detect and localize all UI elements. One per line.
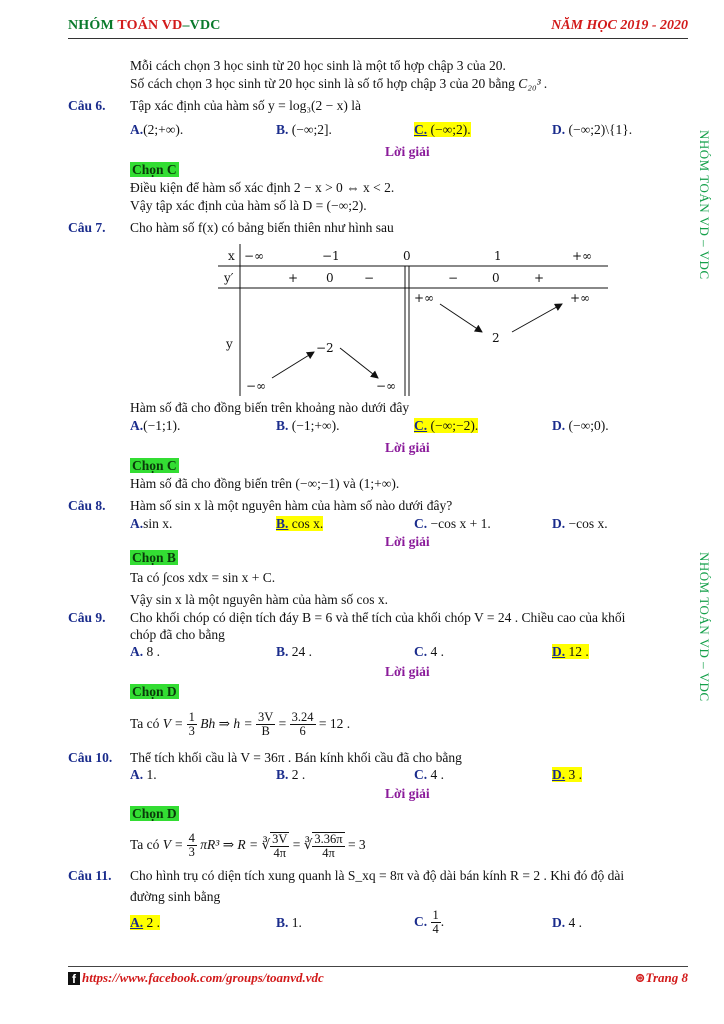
q7-option-c[interactable]: C. (−∞;−2). xyxy=(414,418,479,433)
q8-option-c[interactable]: C. −cos x + 1. xyxy=(414,516,491,531)
page-number: ⊛Trang 8 xyxy=(634,970,688,985)
side-watermark-top: NHÓM TOÁN VD – VDC xyxy=(697,130,712,280)
q6-solution-2: Vậy tập xác định của hàm số là D = (−∞;2). xyxy=(130,198,367,213)
q6-solution-title: Lời giải xyxy=(385,144,430,159)
vt-y-0: +∞ xyxy=(414,291,435,305)
q9-option-c[interactable]: C. 4 . xyxy=(414,644,444,659)
q6-option-a[interactable]: A.(2;+∞). xyxy=(130,122,184,137)
q6-option-b[interactable]: B. (−∞;2]. xyxy=(276,122,332,137)
q9-option-d[interactable]: D. 12 . xyxy=(552,644,589,659)
q8-text: Hàm số sin x là một nguyên hàm của hàm số nào dưới đây? xyxy=(130,498,453,513)
q11-number: Câu 11. xyxy=(68,868,112,883)
q8-question xyxy=(68,498,106,514)
q8-answer: Chọn B xyxy=(132,550,176,565)
vt-x-label: x xyxy=(228,249,235,263)
vt-y-4: −∞ xyxy=(246,379,267,393)
q11-text-2: đường sinh bằng xyxy=(130,889,221,904)
q11-option-a[interactable]: A. 2 . xyxy=(130,915,160,930)
q10-number: Câu 10. xyxy=(68,750,113,765)
q9-text-2: chóp đã cho bằng xyxy=(130,627,225,642)
q7-text: Cho hàm số f(x) có bảng biến thiên như hình sau xyxy=(130,220,394,235)
vt-sign-5: + xyxy=(534,271,545,285)
q9-text-1: Cho khối chóp có diện tích đáy B = 6 và thể tích của khối chóp V = 24 . Chiều cao của khối xyxy=(130,610,626,625)
vt-sign-1: 0 xyxy=(326,271,334,285)
q10-option-d[interactable]: D. 3 . xyxy=(552,767,582,782)
page-header xyxy=(68,18,688,38)
vt-x-4: +∞ xyxy=(572,249,593,263)
school-year: NĂM HỌC 2019 - 2020 xyxy=(551,18,688,33)
vt-sign-2: − xyxy=(364,271,375,285)
q11-option-d[interactable]: D. 4 . xyxy=(552,915,582,930)
q11-option-b[interactable]: B. 1. xyxy=(276,915,302,930)
q10-option-c[interactable]: C. 4 . xyxy=(414,767,444,782)
vt-sign-4: 0 xyxy=(492,271,500,285)
footer-link[interactable]: f https://www.facebook.com/groups/toanvd.vdc xyxy=(68,970,324,986)
q6-text: Tập xác định của hàm số y = log₃(2 − x) là xyxy=(130,98,361,113)
q7-question-text: Hàm số đã cho đồng biến trên khoảng nào dưới đây xyxy=(130,400,410,415)
q7-option-b[interactable]: B. (−1;+∞). xyxy=(276,418,340,433)
q10-text: Thể tích khối cầu là V = 36π . Bán kính khối cầu đã cho bằng xyxy=(130,750,462,765)
q6-answer: Chọn C xyxy=(132,162,177,177)
q6-solution-1: Điều kiện để hàm số xác định 2 − x > 0 ⇔ x < 2. xyxy=(130,180,395,195)
q10-question xyxy=(68,750,112,766)
q7-answer: Chọn C xyxy=(132,458,177,473)
q10-answer: Chọn D xyxy=(132,806,177,821)
q9-answer: Chọn D xyxy=(132,684,177,699)
q8-solution-2: Vậy sin x là một nguyên hàm của hàm số cos x. xyxy=(130,592,388,607)
q6-option-c[interactable]: C. (−∞;2). xyxy=(414,122,471,137)
q9-number: Câu 9. xyxy=(68,610,106,625)
q8-option-a[interactable]: A.sin x. xyxy=(130,516,173,531)
q7-solution-1: Hàm số đã cho đồng biến trên (−∞;−1) và (1;+∞). xyxy=(130,476,400,491)
q10-solution-title: Lời giải xyxy=(385,786,430,801)
q7-question xyxy=(68,220,106,236)
q6-question xyxy=(68,98,106,114)
q9-option-b[interactable]: B. 24 . xyxy=(276,644,313,659)
q11-text-1: Cho hình trụ có diện tích xung quanh là S_xq = 8π và độ dài bán kính R = 2 . Khi đó độ dài xyxy=(130,868,625,883)
vt-x-3: 1 xyxy=(494,249,502,263)
q6-number: Câu 6. xyxy=(68,98,106,113)
vt-y-3: −2 xyxy=(316,341,334,355)
vt-sign-0: + xyxy=(288,271,299,285)
q9-solution: Ta có V = $\frac{1}{3}$ Bh ⇒ h = $\frac{3V}{B}$ = $\frac{3.24}{6}$ = 12 . xyxy=(130,710,351,739)
vt-y-1: +∞ xyxy=(570,291,591,305)
side-watermark-bottom: NHÓM TOÁN VD – VDC xyxy=(697,552,712,702)
vt-x-2: 0 xyxy=(403,249,411,263)
vt-yp-label: y′ xyxy=(224,271,234,285)
q10-solution: Ta có V = $\frac{4}{3}$ πR³ ⇒ R = ∛ $\frac{3V}{4\pi}$ = ∛ $\frac{3.36\pi}{4\pi}$ = 3 xyxy=(130,831,366,860)
vt-sign-3: − xyxy=(448,271,459,285)
q8-option-d[interactable]: D. −cos x. xyxy=(552,516,608,531)
q8-option-b[interactable]: B. cos x. xyxy=(276,516,324,531)
q10-option-b[interactable]: B. 2 . xyxy=(276,767,306,782)
q7-solution-title: Lời giải xyxy=(385,440,430,455)
q8-number: Câu 8. xyxy=(68,498,106,513)
group-name: NHÓM TOÁN VD–VDC xyxy=(68,18,221,33)
q7-option-d[interactable]: D. (−∞;0). xyxy=(552,418,609,433)
q10-option-a[interactable]: A. 1. xyxy=(130,767,157,782)
vt-y-2: 2 xyxy=(492,331,500,345)
vt-x-0: −∞ xyxy=(244,249,265,263)
q11-question xyxy=(68,868,112,884)
vt-x-1: −1 xyxy=(322,249,340,263)
q9-question xyxy=(68,610,106,626)
q11-option-c[interactable]: C. $\frac{1}{4}$ . xyxy=(414,908,445,937)
footer-divider xyxy=(68,966,688,967)
variation-table xyxy=(218,244,608,396)
vt-y-5: −∞ xyxy=(376,379,397,393)
q8-solution-1: Ta có ∫cos xdx = sin x + C. xyxy=(130,570,276,585)
q6-option-d[interactable]: D. (−∞;2)\{1}. xyxy=(552,122,633,137)
intro-line-2: Số cách chọn 3 học sinh từ 20 học sinh là số tổ hợp chập 3 của 20 bằng C₂₀³ . xyxy=(130,76,548,91)
header-divider xyxy=(68,38,688,39)
facebook-icon: f xyxy=(68,972,80,985)
q7-option-a[interactable]: A.(−1;1). xyxy=(130,418,181,433)
vt-y-label: y xyxy=(226,337,233,351)
q9-option-a[interactable]: A. 8 . xyxy=(130,644,160,659)
intro-line-1: Mỗi cách chọn 3 học sinh từ 20 học sinh là một tổ hợp chập 3 của 20. xyxy=(130,58,506,73)
q9-solution-title: Lời giải xyxy=(385,664,430,679)
q7-number: Câu 7. xyxy=(68,220,106,235)
q8-solution-title: Lời giải xyxy=(385,534,430,549)
